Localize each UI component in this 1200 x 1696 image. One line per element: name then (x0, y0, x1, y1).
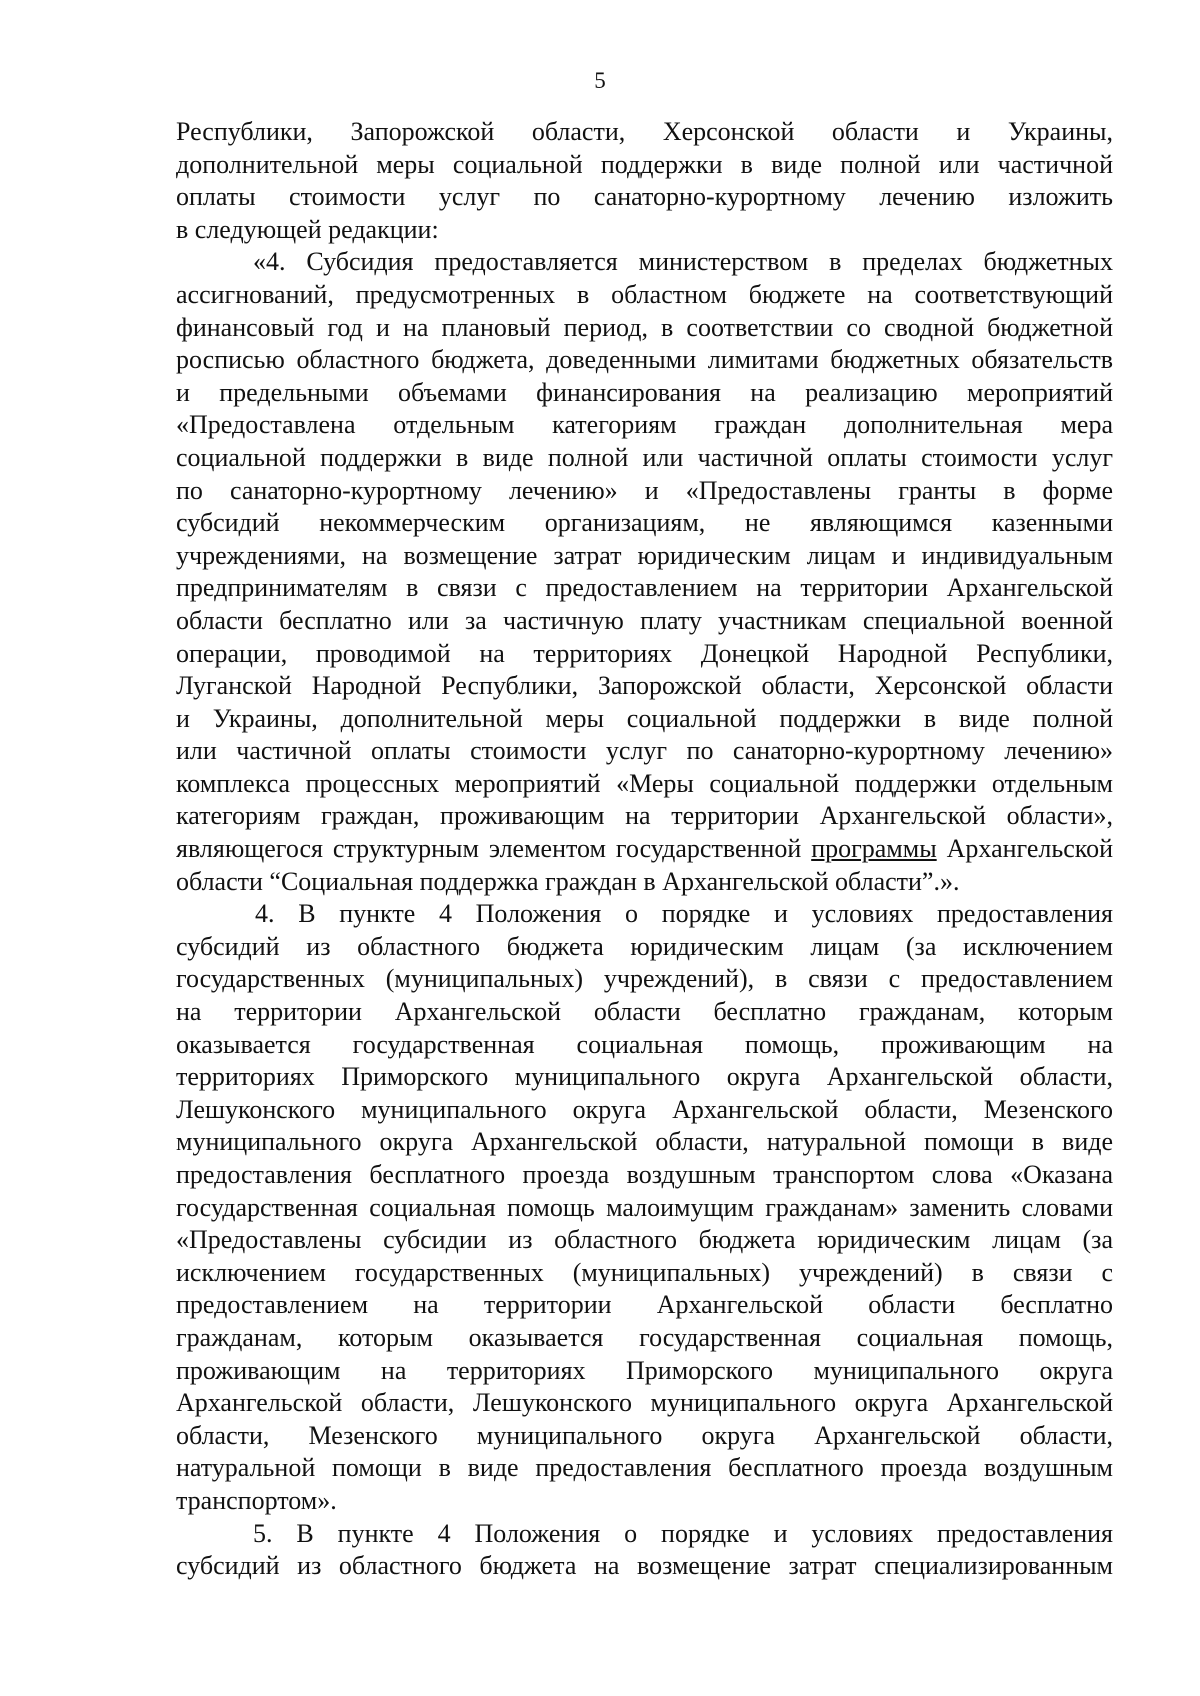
text-line: оплаты стоимости услуг по санаторно-курортному лечению изложить (176, 182, 1113, 212)
text-line: предоставления бесплатного проезда воздушным транспортом слова «Оказана (176, 1160, 1113, 1189)
text-line: операции, проводимой на территориях Донецкой Народной Республики, (176, 638, 1113, 668)
paragraph-start-line: «4. Субсидия предоставляется министерством в пределах бюджетных (253, 247, 1113, 277)
text-line: транспортом». (176, 1485, 337, 1515)
text-line: предоставлением на территории Архангельской области бесплатно (176, 1290, 1113, 1320)
document-body (176, 116, 1113, 1583)
text-line: исключением государственных (муниципальных) учреждений) в связи с (176, 1257, 1113, 1287)
link-prefix-text: являющегося структурным элементом государственной (176, 834, 812, 864)
text-line: субсидий некоммерческим организациям, не являющимся казенными (176, 508, 1113, 538)
text-line: «Предоставлена отдельным категориям граждан дополнительная мера (176, 410, 1113, 440)
text-line: области бесплатно или за частичную плату участникам специальной военной (176, 605, 1113, 635)
text-line: государственных (муниципальных) учреждений), в связи с предоставлением (176, 964, 1113, 994)
paragraph-start-line: 4. В пункте 4 Положения о порядке и условиях предоставления (255, 899, 1113, 929)
link-suffix-text: Архангельской (936, 834, 1113, 864)
text-line: комплекса процессных мероприятий «Меры социальной поддержки отдельным (176, 768, 1113, 798)
page-number: 5 (594, 68, 606, 93)
text-line: Луганской Народной Республики, Запорожской области, Херсонской области (176, 671, 1113, 701)
paragraph-start-line: 5. В пункте 4 Положения о порядке и условиях предоставления (253, 1518, 1113, 1548)
text-line: по санаторно-курортному лечению» и «Предоставлены гранты в форме (176, 475, 1113, 505)
text-line-with-link (176, 833, 1113, 866)
text-line: социальной поддержки в виде полной или частичной оплаты стоимости услуг (176, 442, 1113, 472)
text-line: области “Социальная поддержка граждан в Архангельской области”.». (176, 866, 960, 896)
text-line: субсидий из областного бюджета юридическим лицам (за исключением (176, 931, 1113, 961)
text-line: Лешуконского муниципального округа Архангельской области, Мезенского (176, 1094, 1113, 1124)
text-line: муниципального округа Архангельской области, натуральной помощи в виде (176, 1127, 1113, 1157)
text-line: на территории Архангельской области бесплатно гражданам, которым (176, 997, 1113, 1027)
text-line: дополнительной меры социальной поддержки в виде полной или частичной (176, 149, 1113, 179)
text-line: Республики, Запорожской области, Херсонской области и Украины, (176, 117, 1113, 146)
text-line: или частичной оплаты стоимости услуг по санаторно-курортному лечению» (176, 736, 1113, 766)
text-line: категориям граждан, проживающим на территории Архангельской области», (176, 801, 1113, 831)
text-line: и предельными объемами финансирования на реализацию мероприятий (176, 377, 1113, 407)
program-link[interactable]: программы (811, 834, 937, 864)
text-line: учреждениями, на возмещение затрат юридическим лицам и индивидуальным (176, 540, 1113, 570)
text-line: в следующей редакции: (176, 214, 439, 244)
text-line: росписью областного бюджета, доведенными лимитами бюджетных обязательств (176, 345, 1113, 375)
text-line: предпринимателям в связи с предоставлением на территории Архангельской (176, 573, 1113, 603)
text-line: оказывается государственная социальная помощь, проживающим на (176, 1029, 1113, 1059)
text-line: субсидий из областного бюджета на возмещение затрат специализированным (176, 1551, 1113, 1581)
text-line: государственная социальная помощь малоимущим гражданам» заменить словами (176, 1192, 1113, 1222)
text-line: ассигнований, предусмотренных в областном бюджете на соответствующий (176, 279, 1113, 309)
text-line: гражданам, которым оказывается государственная социальная помощь, (176, 1322, 1113, 1352)
text-line: Архангельской области, Лешуконского муниципального округа Архангельской (176, 1388, 1113, 1418)
text-line: территориях Приморского муниципального округа Архангельской области, (176, 1062, 1113, 1092)
text-line: «Предоставлены субсидии из областного бюджета юридическим лицам (за (176, 1225, 1113, 1255)
text-line: финансовый год и на плановый период, в соответствии со сводной бюджетной (176, 312, 1113, 342)
text-line: натуральной помощи в виде предоставления бесплатного проезда воздушным (176, 1453, 1113, 1483)
text-line: и Украины, дополнительной меры социальной поддержки в виде полной (176, 703, 1113, 733)
text-line: проживающим на территориях Приморского муниципального округа (176, 1355, 1113, 1385)
text-line: области, Мезенского муниципального округа Архангельской области, (176, 1420, 1113, 1450)
